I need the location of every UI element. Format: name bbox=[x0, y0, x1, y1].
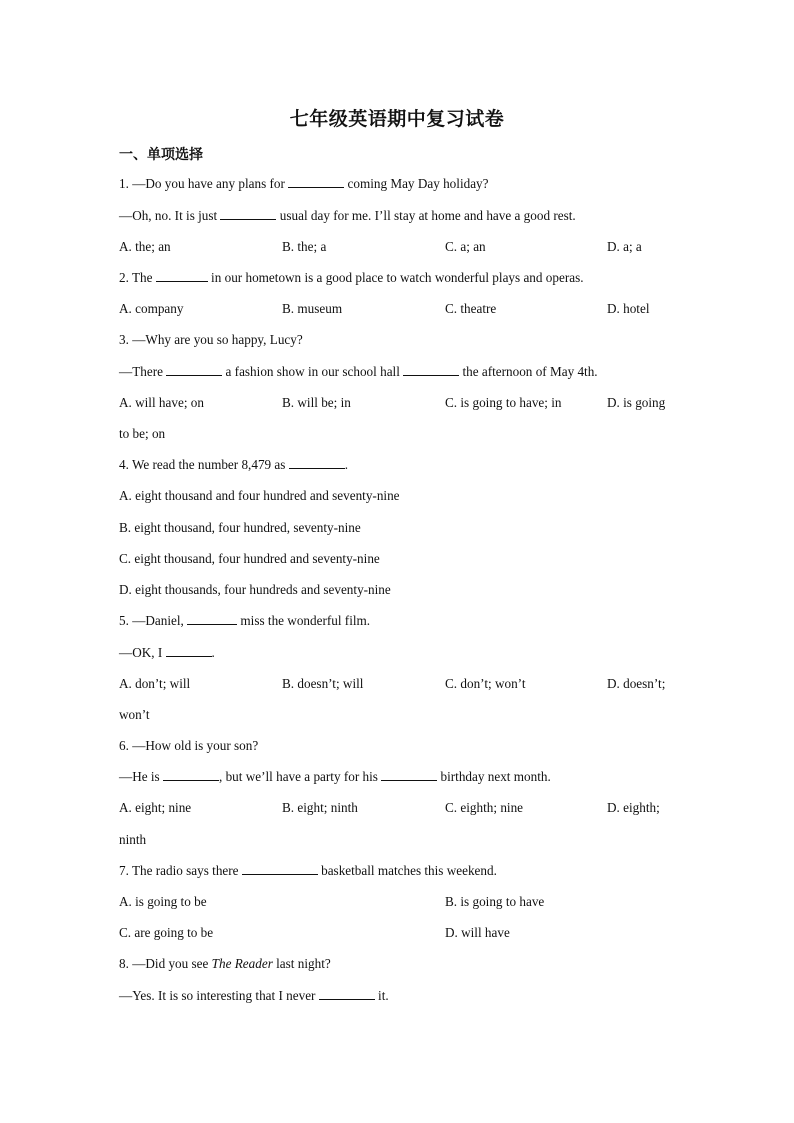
option-b: B. is going to have bbox=[445, 894, 545, 909]
option-d-continued: ninth bbox=[119, 832, 147, 847]
option-b: B. eight; ninth bbox=[282, 800, 358, 815]
answer-blank bbox=[163, 769, 219, 781]
answer-blank bbox=[289, 457, 345, 469]
option-a: A. will have; on bbox=[119, 395, 204, 410]
option-d: D. is going bbox=[607, 395, 666, 410]
option-d: D. hotel bbox=[607, 301, 650, 316]
option-c: C. a; an bbox=[445, 239, 486, 254]
answer-blank bbox=[166, 364, 222, 376]
option-c: C. is going to have; in bbox=[445, 395, 562, 410]
option-d-continued: to be; on bbox=[119, 426, 166, 441]
exam-title: 七年级英语期中复习试卷 bbox=[289, 108, 505, 130]
option-a: A. the; an bbox=[119, 239, 171, 254]
option-a: A. eight thousand and four hundred and seventy-nine bbox=[119, 488, 400, 503]
answer-blank bbox=[381, 769, 437, 781]
question-7: 7. The radio says there basketball matches this weekend. bbox=[119, 863, 497, 878]
option-b: B. doesn’t; will bbox=[282, 676, 364, 691]
question-5: 5. —Daniel, miss the wonderful film. bbox=[119, 613, 371, 628]
question-1: 1. —Do you have any plans for coming May Day holiday? bbox=[119, 176, 489, 191]
question-3: 3. —Why are you so happy, Lucy? bbox=[119, 332, 303, 347]
answer-blank bbox=[166, 645, 212, 657]
option-d: D. doesn’t; bbox=[607, 676, 666, 691]
answer-blank bbox=[403, 364, 459, 376]
question-1-reply: —Oh, no. It is just usual day for me. I’ll stay at home and have a good rest. bbox=[119, 208, 576, 223]
answer-blank bbox=[156, 270, 208, 282]
question-8-reply: —Yes. It is so interesting that I never it. bbox=[119, 988, 389, 1003]
option-c: C. eight thousand, four hundred and seventy-nine bbox=[119, 551, 380, 566]
option-c: C. eighth; nine bbox=[445, 800, 524, 815]
option-c: C. are going to be bbox=[119, 925, 214, 940]
option-c: C. don’t; won’t bbox=[445, 676, 526, 691]
option-d: D. eighth; bbox=[607, 800, 660, 815]
question-8: 8. —Did you see The Reader last night? bbox=[119, 956, 331, 971]
option-a: A. is going to be bbox=[119, 894, 207, 909]
answer-blank bbox=[319, 988, 375, 1000]
film-title: The Reader bbox=[211, 956, 273, 971]
section-heading: 一、单项选择 bbox=[119, 147, 203, 163]
option-d: D. a; a bbox=[607, 239, 642, 254]
option-b: B. will be; in bbox=[282, 395, 351, 410]
option-d: D. will have bbox=[445, 925, 510, 940]
answer-blank bbox=[187, 613, 237, 625]
question-2: 2. The in our hometown is a good place to watch wonderful plays and operas. bbox=[119, 270, 584, 285]
question-3-reply: —There a fashion show in our school hall the afternoon of May 4th. bbox=[119, 364, 598, 379]
answer-blank bbox=[288, 176, 344, 188]
option-b: B. museum bbox=[282, 301, 343, 316]
question-6: 6. —How old is your son? bbox=[119, 738, 259, 753]
option-b: B. the; a bbox=[282, 239, 327, 254]
question-5-reply: —OK, I . bbox=[119, 645, 215, 660]
answer-blank bbox=[242, 863, 318, 875]
option-d: D. eight thousands, four hundreds and seventy-nine bbox=[119, 582, 391, 597]
option-a: A. don’t; will bbox=[119, 676, 191, 691]
option-b: B. eight thousand, four hundred, seventy-nine bbox=[119, 520, 361, 535]
option-c: C. theatre bbox=[445, 301, 497, 316]
question-6-reply: —He is , but we’ll have a party for his birthday next month. bbox=[119, 769, 551, 784]
option-d-continued: won’t bbox=[119, 707, 150, 722]
question-4: 4. We read the number 8,479 as . bbox=[119, 457, 349, 472]
option-a: A. company bbox=[119, 301, 184, 316]
answer-blank bbox=[220, 208, 276, 220]
option-a: A. eight; nine bbox=[119, 800, 192, 815]
